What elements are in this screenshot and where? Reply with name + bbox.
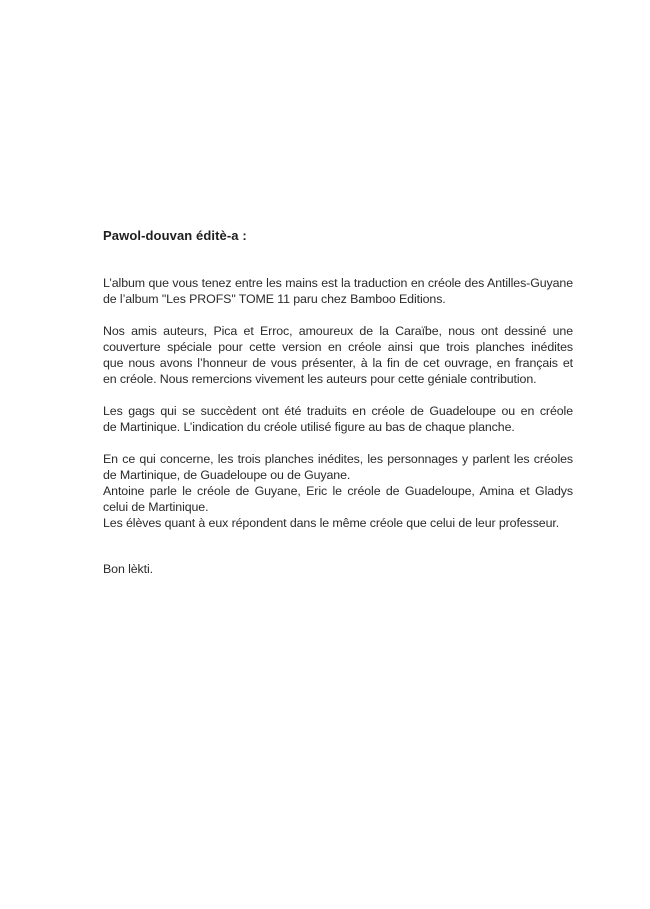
text-line: de l’album "Les PROFS" TOME 11 paru chez Bamboo Editions. — [103, 292, 446, 306]
text-line: Antoine parle le créole de Guyane, Eric le créole de Guadeloupe, Amina et Gladys — [103, 484, 573, 498]
paragraph-authors — [103, 323, 573, 387]
text-line: celui de Martinique. — [103, 500, 209, 514]
closing-line: Bon lèkti. — [103, 562, 153, 576]
text-line: de Martinique, de Guadeloupe ou de Guyane. — [103, 468, 351, 482]
text-line: que nous avons l’honneur de vous présenter, à la fin de cet ouvrage, en français et — [103, 356, 573, 370]
text-line: en créole. Nous remercions vivement les auteurs pour cette géniale contribution. — [103, 372, 537, 386]
text-line: Nos amis auteurs, Pica et Erroc, amoureux de la Caraïbe, nous ont dessiné une — [103, 324, 573, 338]
text-line: En ce qui concerne, les trois planches inédites, les personnages y parlent les créoles — [103, 452, 573, 466]
text-line: L’album que vous tenez entre les mains est la traduction en créole des Antilles-Guyane — [103, 276, 573, 290]
page-title: Pawol-douvan éditè-a : — [103, 228, 247, 243]
paragraph-gags — [103, 403, 573, 435]
editor-note — [103, 228, 573, 577]
paragraph-characters — [103, 451, 573, 531]
paragraph-intro — [103, 275, 573, 307]
text-line: Les élèves quant à eux répondent dans le même créole que celui de leur professeur. — [103, 516, 560, 530]
text-line: de Martinique. L’indication du créole utilisé figure au bas de chaque planche. — [103, 420, 515, 434]
text-line: couverture spéciale pour cette version en créole ainsi que trois planches inédites — [103, 340, 573, 354]
text-line: Les gags qui se succèdent ont été traduits en créole de Guadeloupe ou en créole — [103, 404, 573, 418]
